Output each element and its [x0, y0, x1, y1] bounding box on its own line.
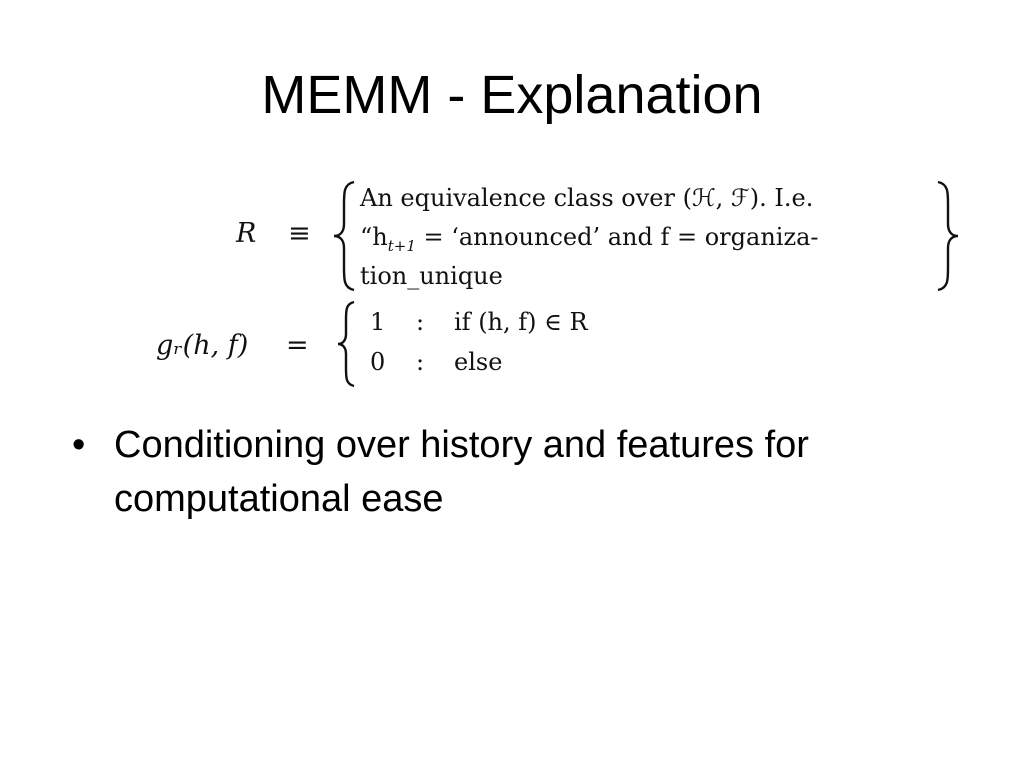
case1-condition: if (h, f) ∈ R — [454, 308, 588, 336]
formula-equals-sign: = — [286, 330, 309, 361]
formula-r-line2-subscript: t+1 — [387, 236, 416, 255]
case2-value: 0 — [370, 348, 386, 376]
bullet-text: Conditioning over history and features for computational ease — [114, 424, 809, 520]
case1-value: 1 — [370, 308, 386, 336]
formula-r-line2-a: “h — [360, 223, 388, 251]
slide-title: MEMM - Explanation — [261, 65, 763, 125]
case1-colon: : — [416, 308, 425, 336]
list-item — [72, 418, 952, 526]
formula-r-line3: tion_unique — [360, 262, 503, 290]
bullet-list — [72, 418, 952, 526]
formula-image — [150, 176, 960, 390]
formula-r-line1: An equivalence class over (ℋ, ℱ). I.e. — [360, 184, 814, 212]
formula-r-line2 — [360, 223, 819, 260]
case2-condition: else — [454, 348, 503, 376]
case2-colon: : — [416, 348, 425, 376]
left-brace-icon — [332, 180, 358, 292]
cases-brace-icon — [336, 300, 358, 388]
right-brace-icon — [934, 180, 960, 292]
formula-equiv-sign: ≡ — [288, 218, 311, 249]
formula-r-line2-b: = ‘announced’ and f = organiza- — [415, 223, 819, 251]
bullet-point: • — [72, 424, 86, 466]
formula-g-lhs: gᵣ(h, f) — [156, 330, 249, 361]
formula-r-lhs: R — [236, 218, 257, 249]
